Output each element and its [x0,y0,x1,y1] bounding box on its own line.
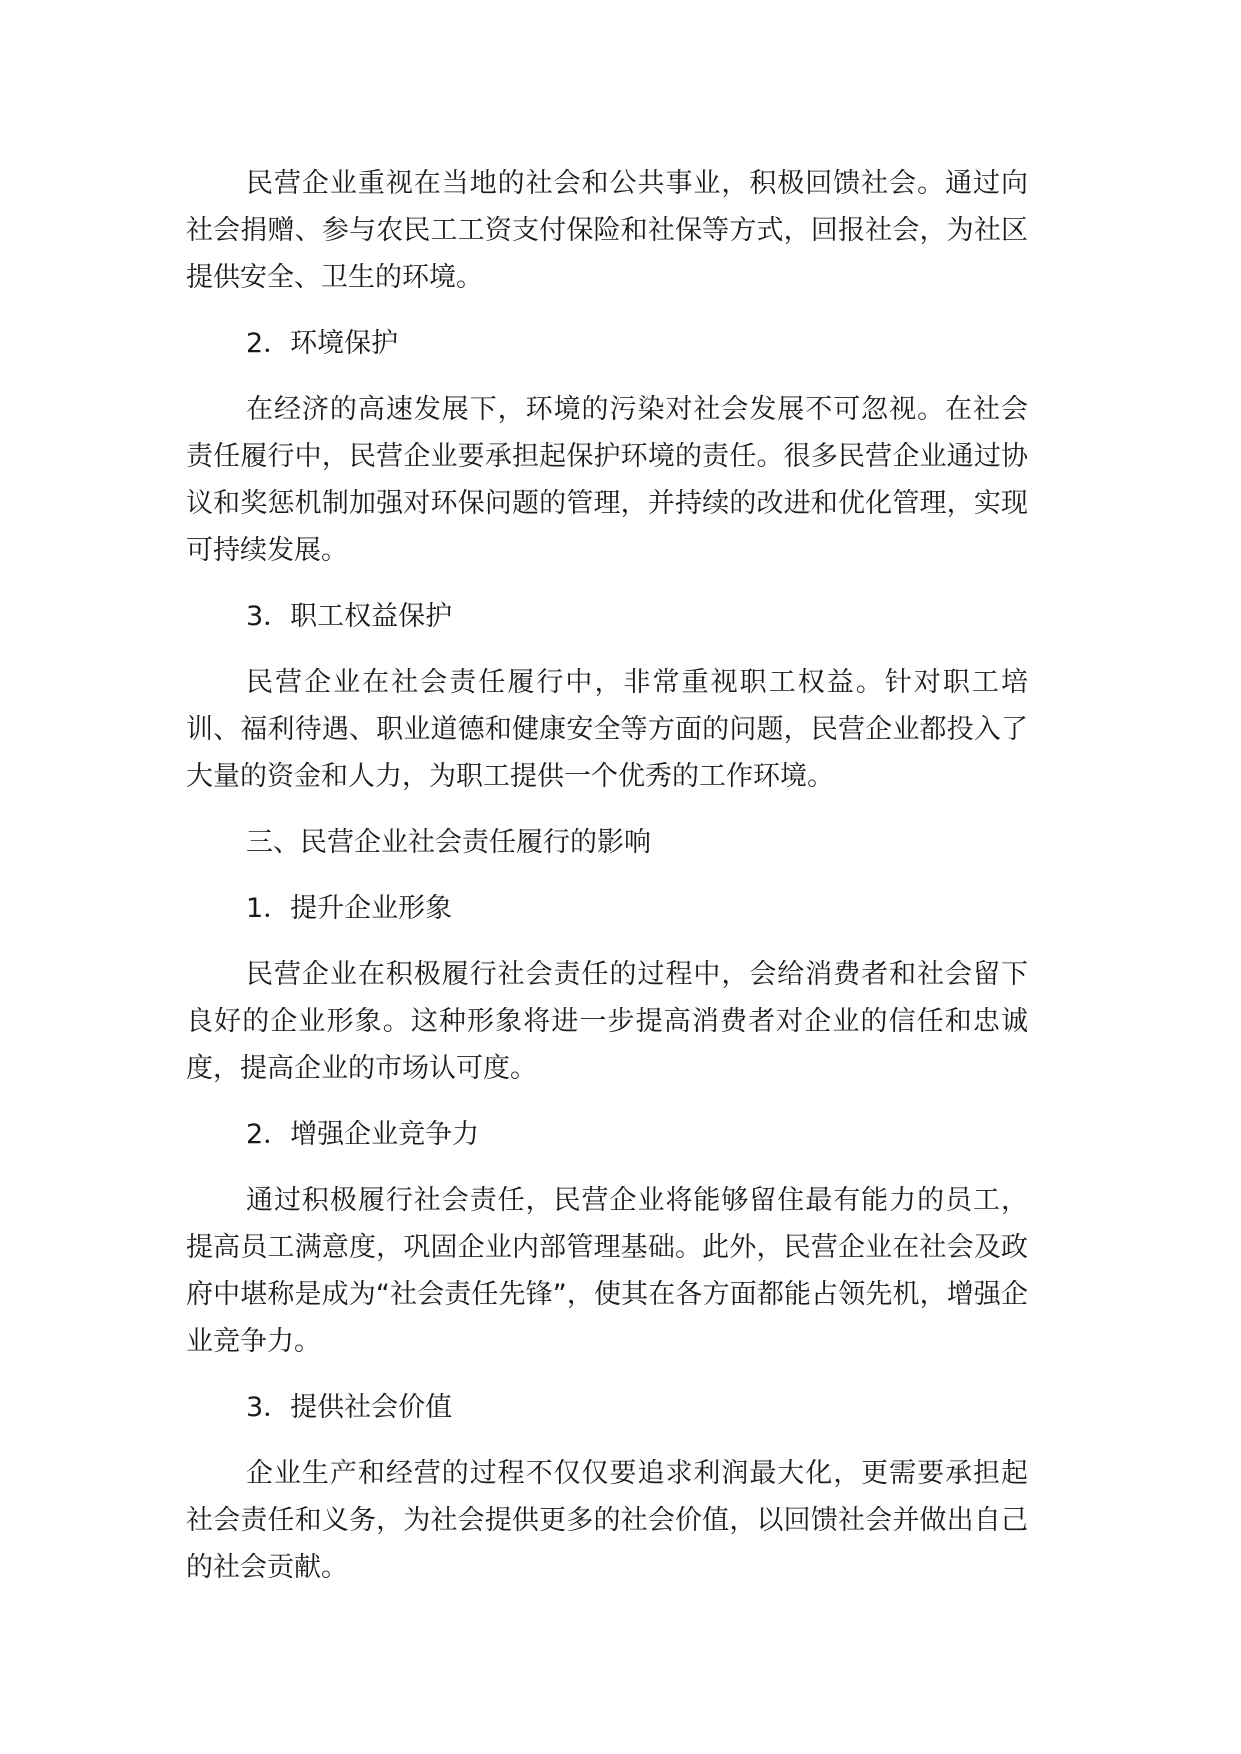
heading-environmental-protection: 2．环境保护 [246,328,399,359]
heading-employee-rights: 3．职工权益保护 [246,601,453,632]
heading-section-three: 三、民营企业社会责任履行的影响 [246,827,651,858]
paragraph-improve-image: 民营企业在积极履行社会责任的过程中，会给消费者和社会留下良好的企业形象。这种形象将进一步提高消费者对企业的信任和忠诚度，提高企业的市场认可度。 [186,959,1028,1084]
paragraph-social-value: 企业生产和经营的过程不仅仅要追求利润最大化，更需要承担起社会责任和义务，为社会提供更多的社会价值，以回馈社会并做出自己的社会贡献。 [186,1458,1028,1583]
paragraph-competitiveness: 通过积极履行社会责任，民营企业将能够留住最有能力的员工，提高员工满意度，巩固企业内部管理基础。此外，民营企业在社会及政府中堪称是成为“社会责任先锋”，使其在各方面都能占领先机，增强企业竞争力。 [186,1185,1028,1357]
paragraph-community-welfare: 民营企业重视在当地的社会和公共事业，积极回馈社会。通过向社会捐赠、参与农民工工资支付保险和社保等方式，回报社会，为社区提供安全、卫生的环境。 [186,168,1028,293]
paragraph-environmental-protection: 在经济的高速发展下，环境的污染对社会发展不可忽视。在社会责任履行中，民营企业要承担起保护环境的责任。很多民营企业通过协议和奖惩机制加强对环保问题的管理，并持续的改进和优化管理，实现可持续发展。 [186,394,1028,566]
heading-improve-image: 1．提升企业形象 [246,893,453,924]
paragraph-employee-rights: 民营企业在社会责任履行中，非常重视职工权益。针对职工培训、福利待遇、职业道德和健康安全等方面的问题，民营企业都投入了大量的资金和人力，为职工提供一个优秀的工作环境。 [186,667,1028,792]
heading-social-value: 3．提供社会价值 [246,1392,453,1423]
document-page [186,160,1028,1610]
heading-competitiveness: 2．增强企业竞争力 [246,1119,480,1150]
